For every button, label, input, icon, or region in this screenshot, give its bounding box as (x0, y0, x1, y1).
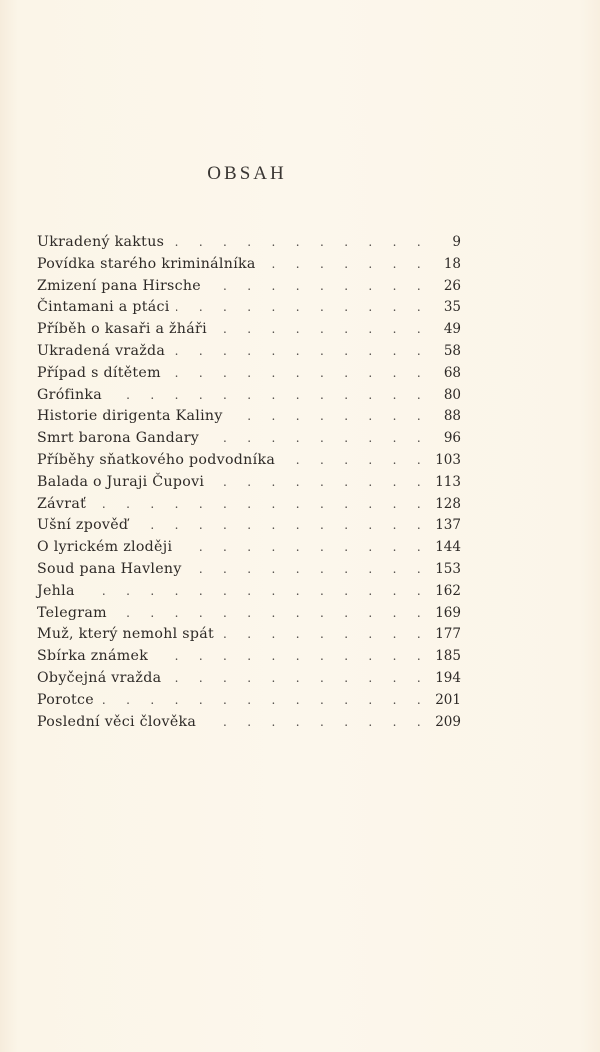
toc-entry (37, 385, 461, 407)
toc-entry-page: 18 (443, 255, 461, 272)
toc-entry-title: Telegram (37, 604, 107, 621)
dot-leader (167, 363, 429, 385)
toc-entry (37, 668, 461, 690)
toc-entry-title: Závrať (37, 495, 87, 512)
dot-leader (210, 472, 429, 494)
toc-entry-title: Příběh o kasaři a žháři (37, 321, 207, 338)
toc-entry (37, 537, 461, 559)
dot-leader (205, 428, 429, 450)
dot-leader (113, 603, 429, 625)
toc-entry-title: Historie dirigenta Kaliny (37, 408, 223, 425)
toc-entry (37, 494, 461, 516)
dot-leader (108, 385, 429, 407)
toc-heading (0, 163, 600, 185)
toc-entry-page: 68 (443, 364, 461, 381)
toc-entry-page: 88 (443, 408, 461, 425)
dot-leader (281, 450, 429, 472)
toc-entry-title: Případ s dítětem (37, 364, 161, 381)
toc-entry-page: 58 (443, 342, 461, 359)
toc-entry-title: Ukradený kaktus (37, 234, 165, 250)
toc-heading-text: OBSAH (207, 163, 287, 184)
toc-entry-page: 144 (435, 539, 461, 556)
dot-leader (202, 712, 429, 734)
toc-entry-title: Soud pana Havleny (37, 560, 182, 577)
toc-entry-title: Zmizení pana Hirsche (37, 277, 202, 294)
toc-entry-title: Smrt barona Gandary (37, 430, 200, 447)
toc-entry-page: 177 (435, 626, 461, 643)
toc-entry (37, 472, 461, 494)
toc-entry-title: Čintamani a ptáci (37, 299, 170, 316)
toc-entry-page: 80 (443, 386, 461, 403)
dot-leader (170, 232, 429, 254)
toc-entry (37, 559, 461, 581)
dot-leader (213, 319, 429, 341)
toc-entry (37, 603, 461, 625)
toc-entry-title: Porotce (37, 691, 94, 708)
dot-leader (134, 515, 429, 537)
toc-entry (37, 712, 461, 734)
dot-leader (92, 494, 429, 516)
toc-entry-page: 128 (435, 495, 461, 512)
toc-entry-page: 162 (435, 582, 461, 599)
dot-leader (220, 624, 429, 646)
toc-entry (37, 254, 461, 276)
toc-entry (37, 297, 461, 319)
toc-entry-page: 153 (435, 560, 461, 577)
toc-entry-title: Příběhy sňatkového podvodníka (37, 451, 276, 468)
toc-entry-page: 194 (435, 669, 461, 686)
toc-entry-title: Ušní zpověď (37, 517, 129, 534)
toc-entry (37, 646, 461, 668)
toc-entry (37, 319, 461, 341)
toc-entry-page: 49 (443, 321, 461, 338)
toc-entry (37, 515, 461, 537)
toc-entry-title: Poslední věci člověka (37, 713, 197, 730)
toc-entry (37, 363, 461, 385)
toc-entry-page: 26 (443, 277, 461, 294)
toc-entry (37, 690, 461, 712)
dot-leader (81, 581, 429, 603)
toc-entry-page: 103 (435, 451, 461, 468)
toc-entry-page: 185 (435, 648, 461, 665)
toc-entry-page: 169 (435, 604, 461, 621)
dot-leader (171, 341, 429, 363)
toc-entry-title: Jehla (37, 582, 75, 599)
dot-leader (178, 537, 429, 559)
toc-entry-page: 201 (435, 691, 461, 708)
toc-entry (37, 276, 461, 298)
toc-entry-title: O lyrickém zloději (37, 539, 173, 556)
dot-leader (167, 668, 429, 690)
toc-entry (37, 450, 461, 472)
toc-entry-title: Obyčejná vražda (37, 669, 162, 686)
toc-entry-page: 9 (452, 234, 461, 250)
dot-leader (100, 690, 429, 712)
toc-entry-title: Balada o Juraji Čupovi (37, 473, 205, 490)
dot-leader (207, 276, 429, 298)
toc-entry-page: 96 (443, 430, 461, 447)
toc-entry (37, 232, 461, 254)
dot-leader (262, 254, 429, 276)
toc-entry (37, 406, 461, 428)
toc-entry-title: Povídka starého kriminálníka (37, 255, 256, 272)
dot-leader (154, 646, 429, 668)
toc-entry-title: Ukradená vražda (37, 342, 166, 359)
table-of-contents (37, 232, 461, 733)
dot-leader (229, 406, 429, 428)
toc-entry-title: Sbírka známek (37, 648, 149, 665)
toc-entry (37, 581, 461, 603)
toc-entry-title: Grófinka (37, 386, 103, 403)
toc-entry (37, 341, 461, 363)
toc-entry (37, 624, 461, 646)
toc-entry-page: 209 (435, 713, 461, 730)
toc-entry (37, 428, 461, 450)
dot-leader (176, 297, 429, 319)
dot-leader (188, 559, 429, 581)
toc-entry-page: 113 (435, 473, 461, 490)
toc-entry-title: Muž, který nemohl spát (37, 626, 214, 643)
toc-entry-page: 35 (443, 299, 461, 316)
toc-entry-page: 137 (435, 517, 461, 534)
